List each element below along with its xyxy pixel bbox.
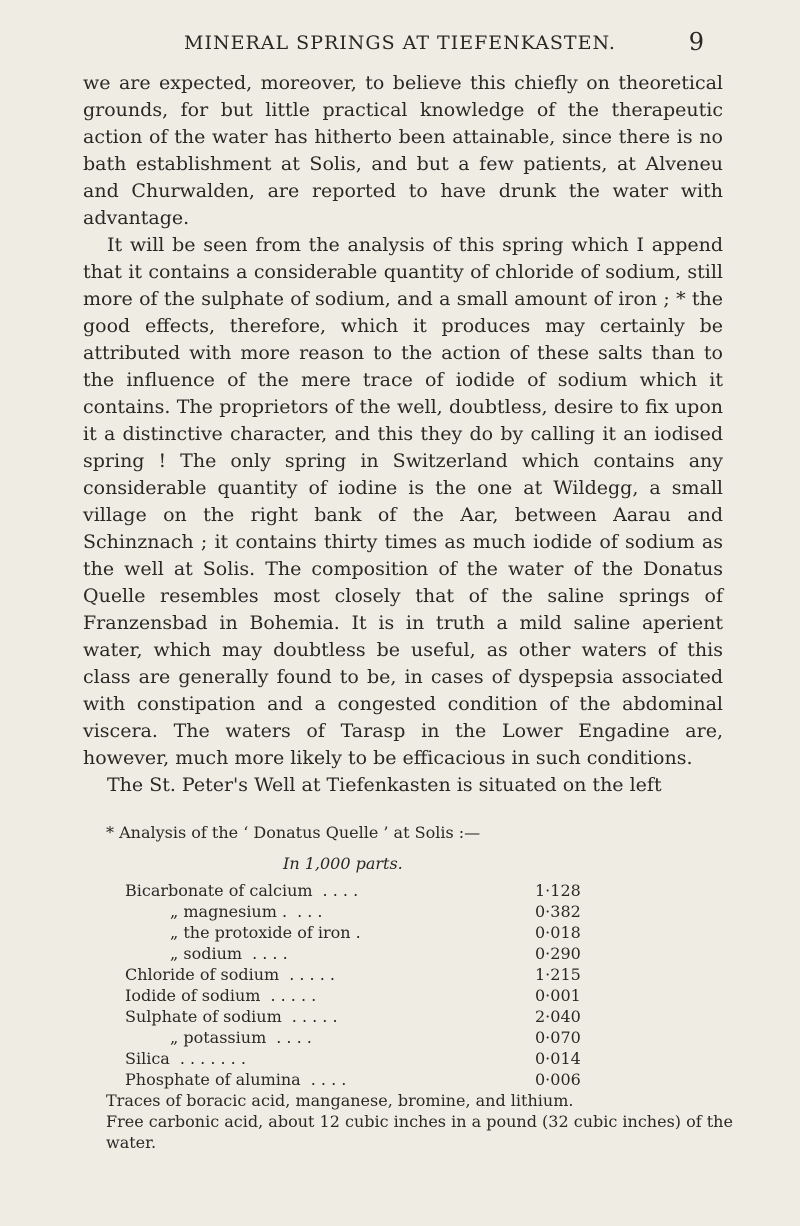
leader-dots: . . . . . [289, 965, 335, 984]
constituent-name: „ magnesium . [170, 902, 288, 921]
paragraph-3: The St. Peter's Well at Tiefenkasten is situated on the left [107, 774, 662, 796]
constituent-value: 0·001 [535, 986, 581, 1005]
page-number: 9 [688, 28, 704, 56]
constituent-value: 0·290 [535, 944, 581, 963]
constituent-name: Chloride of sodium [125, 965, 280, 984]
table-row [125, 1006, 615, 1027]
constituent-name: „ potassium [170, 1028, 267, 1047]
footnote-intro: * Analysis of the ‘ Donatus Quelle ’ at Solis :— [106, 823, 481, 842]
constituent-value: 0·006 [535, 1070, 581, 1089]
leader-dots: . . . . [276, 1028, 312, 1047]
table-row [125, 1048, 615, 1069]
table-row [125, 922, 615, 943]
leader-dots: . . . . . [291, 1007, 338, 1026]
table-row [125, 964, 615, 985]
paragraph-1: we are expected, moreover, to believe this chiefly on theoretical grounds, for but little practical knowledge of the therapeutic action of the water has hitherto been attainable, since there is no bath establishment at Solis, and but a few patients, at Alveneu and Churwalden, are reported to have drunk the water with advantage. [83, 72, 723, 229]
leader-dots: . . . . . . . [179, 1049, 246, 1068]
constituent-value: 1·215 [535, 965, 581, 984]
table-row [125, 1027, 615, 1048]
body-text [83, 70, 723, 799]
leader-dots: . . . . [252, 944, 288, 963]
constituent-value: 0·014 [535, 1049, 581, 1068]
table-row [125, 880, 615, 901]
leader-dots: . . . . . [270, 986, 317, 1005]
footnote-subheading: In 1,000 parts. [283, 854, 403, 873]
page-header [0, 28, 800, 58]
constituent-value: 0·018 [535, 923, 581, 942]
paragraph-2: It will be seen from the analysis of this spring which I append that it contains a considerable quantity of chloride of sodium, still more of the sulphate of sodium, and a small amount of iron ; * the good effects, therefore, which it produces may certainly be attributed with more reason to the action of these salts than to the influence of the mere trace of iodide of sodium which it contains. The proprietors of the well, doubtless, desire to fix upon it a distinctive character, and this they do by calling it an iodised spring ! The only spring in Switzerland which contains any considerable quantity of iodine is the one at Wildegg, a small village on the right bank of the Aar, between Aarau and Schinznach ; it contains thirty times as much iodide of sodium as the well at Solis. The composition of the water of the Donatus Quelle resembles most closely that of the saline springs of Franzensbad in Bohemia. It is in truth a mild saline aperient water, which may doubtless be useful, as other waters of this class are generally found to be, in cases of dyspepsia associated with constipation and a congested condition of the abdominal viscera. The waters of Tarasp in the Lower Engadine are, however, much more likely to be efficacious in such conditions. [83, 234, 723, 769]
table-row [125, 943, 615, 964]
footnote [83, 822, 743, 1153]
leader-dots: . . . . [310, 1070, 347, 1089]
constituent-name: Silica [125, 1049, 170, 1068]
table-row [125, 901, 615, 922]
constituent-value: 2·040 [535, 1007, 581, 1026]
table-row [125, 985, 615, 1006]
constituent-name: „ sodium [170, 944, 243, 963]
constituent-name: Phosphate of alumina [125, 1070, 301, 1089]
constituent-value: 0·382 [535, 902, 581, 921]
constituent-value: 1·128 [535, 881, 581, 900]
constituent-name: Bicarbonate of calcium [125, 881, 313, 900]
running-head: MINERAL SPRINGS AT TIEFENKASTEN. [184, 32, 616, 54]
constituent-name: Sulphate of sodium [125, 1007, 282, 1026]
constituent-name: „ the protoxide of iron . [170, 923, 361, 942]
leader-dots: . . . . [322, 881, 359, 900]
leader-dots: . . . [297, 902, 323, 921]
table-row [125, 1069, 615, 1090]
constituent-name: Iodide of sodium [125, 986, 261, 1005]
analysis-table [125, 880, 615, 1090]
footnote-carbonic: Free carbonic acid, about 12 cubic inches in a pound (32 cubic inches) of the water. [106, 1112, 733, 1152]
constituent-value: 0·070 [535, 1028, 581, 1047]
footnote-traces: Traces of boracic acid, manganese, bromine, and lithium. [106, 1091, 574, 1110]
